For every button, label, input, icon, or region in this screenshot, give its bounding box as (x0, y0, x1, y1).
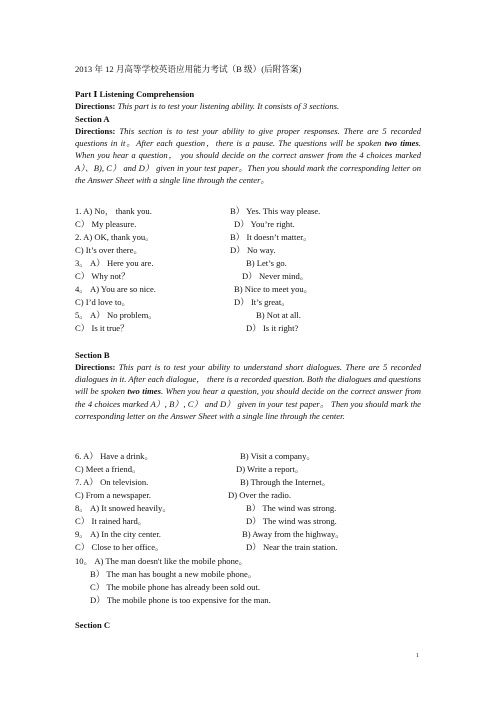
part-directions-text: This part is to test your listening ability. It consists of 3 sections. (115, 101, 340, 111)
question-option-right: B） The wind was strong. (246, 503, 337, 513)
section-b-directions-label: Directions: (75, 362, 116, 372)
question-option-left: 6. A） Have a drink。 (75, 451, 154, 461)
question-option-right: D） You’re right. (234, 219, 295, 229)
question-option-right: D) Over the radio. (228, 490, 291, 500)
question-10-option: D） The mobile phone is too expensive for the man. (90, 595, 271, 605)
question-option-left: C） Why not？ (75, 271, 130, 281)
question-option-right: B) Nice to meet you。 (234, 284, 313, 294)
part-directions-label: Directions: (75, 101, 116, 111)
section-b-heading: Section B (75, 350, 110, 360)
question-option-left: 9。 A) In the city center. (75, 529, 161, 539)
question-option-right: B) Not at all. (256, 310, 301, 320)
section-a-directions-label: Directions: (75, 126, 116, 136)
part-directions (75, 101, 339, 112)
section-a-heading: Section A (75, 114, 110, 124)
question-option-left: C) Meet a friend。 (75, 464, 141, 474)
question-option-right: B) Away from the highway。 (242, 529, 344, 539)
question-option-right: D) Write a report。 (236, 464, 304, 474)
question-option-left: C) I’d love to。 (75, 297, 131, 307)
section-b-directions (75, 361, 421, 422)
section-c-heading: Section C (75, 620, 111, 630)
question-option-right: B） It doesn’t matter。 (230, 232, 312, 242)
section-a-directions (75, 125, 421, 186)
question-10-option: B） The man has bought a new mobile phone。 (90, 569, 257, 579)
section-b-directions-text-2: . When you hear a question, you should decide on the correct answer from the 4 choices marked A）, B）, C） and D） given in your test paper。 Then you should mark the corresponding letter on the Answer Sheet with a single line through the center. (75, 386, 421, 421)
question-option-left: C） Is it true？ (75, 323, 129, 333)
question-option-right: D） No way. (230, 245, 276, 255)
part-heading: Part Ⅰ Listening Comprehension (75, 89, 195, 99)
section-a-directions-text-2: . When you hear a question， you should decide on the correct answer from the 4 choices marked A）、B), C） and D） given in your test paper。Then you should mark the corresponding letter on the Answer Sheet with a single line through the center。 (75, 138, 421, 185)
question-option-left: 2. A) OK, thank you。 (75, 232, 154, 242)
question-option-left: C） My pleasure. (75, 219, 137, 229)
document-title: 2013 年 12 月高等学校英语应用能力考试（B 级）(后附答案) (75, 64, 302, 74)
question-option-left: 4。 A) You are so nice. (75, 284, 156, 294)
question-option-left: C) From a newspaper. (75, 490, 151, 500)
question-option-left: C） It rained hard。 (75, 516, 147, 526)
question-option-right: D） Is it right? (246, 323, 299, 333)
question-option-right: D） Near the train station. (246, 542, 338, 552)
question-option-right: D） It’s great。 (234, 297, 290, 307)
section-a-directions-bold: two times (384, 138, 419, 149)
question-option-left: 7. A） On television. (75, 477, 149, 487)
question-option-left: 8。 A) It snowed heavily。 (75, 503, 171, 513)
question-option-right: B) Through the Internet。 (240, 477, 331, 487)
section-a-directions-text-1: This section is to test your ability to give proper responses. There are 5 recorded questions in it。After each question，there is a pause. The questions will be spoken (75, 126, 421, 149)
question-option-right: D） The wind was strong. (246, 516, 337, 526)
page-number: 1 (416, 653, 419, 659)
question-option-left: C） Close to her office。 (75, 542, 164, 552)
question-option-left: 1. A) No， thank you. (75, 206, 152, 216)
question-10-option: C） The mobile phone has already been sold out. (90, 582, 261, 592)
question-option-right: D） Never mind。 (242, 271, 309, 281)
question-option-right: B) Let’s go. (246, 258, 287, 268)
question-option-right: B) Visit a company。 (240, 451, 315, 461)
question-option-left: C) It’s over there。 (75, 245, 143, 255)
question-option-left: 5。 A） No problem。 (75, 310, 157, 320)
question-10-stem: 10。 A) The man doesn't like the mobile phone。 (75, 556, 248, 566)
section-b-directions-bold: two times (127, 386, 161, 397)
question-option-left: 3。 A） Here you are. (75, 258, 154, 268)
section-b-directions-text-1: This part is to test your ability to understand short dialogues. There are 5 recorded dialogues in it. After each dialogue， there is a recorded question. Both the dialogues and questions will be spoken (75, 362, 421, 397)
question-option-right: B） Yes. This way please. (230, 206, 321, 216)
